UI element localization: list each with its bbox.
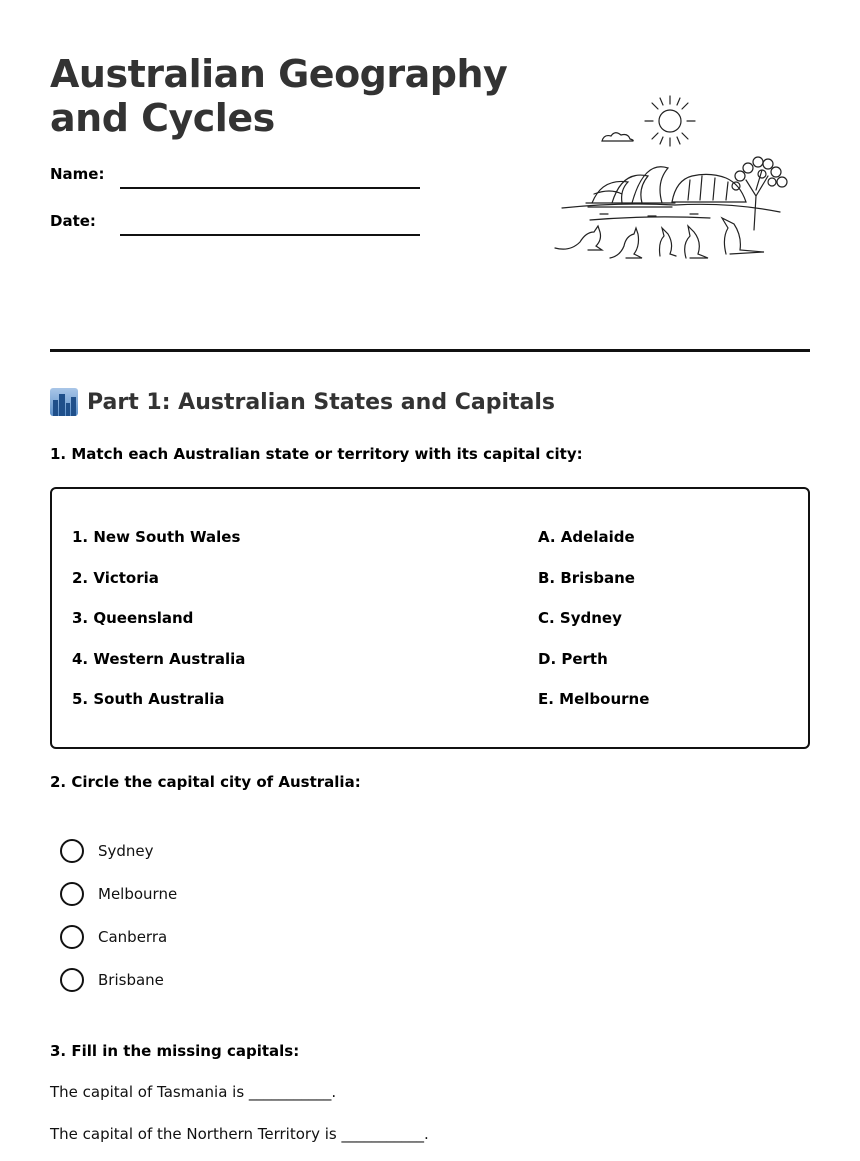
date-field-line[interactable] — [120, 234, 420, 236]
kangaroo-icon — [555, 226, 602, 250]
state-item: 2. Victoria — [72, 569, 159, 587]
option-brisbane[interactable] — [60, 968, 164, 992]
cloud-icon — [602, 133, 633, 141]
option-melbourne[interactable] — [60, 882, 177, 906]
state-item: 1. New South Wales — [72, 528, 241, 546]
part1-heading — [50, 388, 555, 416]
option-label: Canberra — [98, 928, 168, 946]
cityscape-icon — [50, 388, 78, 416]
state-item: 3. Queensland — [72, 609, 194, 627]
capital-item: A. Adelaide — [538, 528, 635, 546]
opera-house-icon — [586, 167, 675, 207]
option-canberra[interactable] — [60, 925, 167, 949]
state-item: 4. Western Australia — [72, 650, 246, 668]
question-3-prompt: 3. Fill in the missing capitals: — [50, 1042, 300, 1060]
radio-circle-icon[interactable] — [60, 839, 84, 863]
kangaroo-icon — [722, 218, 764, 254]
name-label: Name: — [50, 165, 105, 183]
question-2-prompt: 2. Circle the capital city of Australia: — [50, 773, 361, 791]
question-1-prompt: 1. Match each Australian state or territory with its capital city: — [50, 445, 583, 463]
title-line-2: and Cycles — [50, 96, 275, 140]
option-sydney[interactable] — [60, 839, 154, 863]
kangaroo-icon — [610, 228, 642, 258]
state-item: 5. South Australia — [72, 690, 225, 708]
section-divider — [50, 349, 810, 352]
radio-circle-icon[interactable] — [60, 925, 84, 949]
radio-circle-icon[interactable] — [60, 968, 84, 992]
capital-item: C. Sydney — [538, 609, 622, 627]
kangaroo-icon — [660, 228, 677, 256]
title-line-1: Australian Geography — [50, 52, 508, 96]
option-label: Sydney — [98, 842, 154, 860]
name-field-line[interactable] — [120, 187, 420, 189]
capital-item: E. Melbourne — [538, 690, 650, 708]
uluru-rock-icon — [672, 174, 746, 202]
option-label: Melbourne — [98, 885, 178, 903]
sun-icon — [645, 96, 695, 146]
radio-circle-icon[interactable] — [60, 882, 84, 906]
fill-in-tasmania[interactable]: The capital of Tasmania is ___________. — [50, 1083, 337, 1101]
worksheet-title — [50, 52, 508, 140]
capital-item: B. Brisbane — [538, 569, 635, 587]
part1-heading-text: Part 1: Australian States and Capitals — [87, 389, 556, 415]
option-label: Brisbane — [98, 971, 164, 989]
matching-box — [50, 487, 810, 749]
capital-item: D. Perth — [538, 650, 608, 668]
tree-icon — [732, 157, 787, 230]
fill-in-northern-territory[interactable]: The capital of the Northern Territory is ___________. — [50, 1125, 429, 1143]
date-label: Date: — [50, 212, 96, 230]
australia-landscape-illustration — [550, 90, 795, 265]
kangaroo-icon — [685, 226, 708, 258]
